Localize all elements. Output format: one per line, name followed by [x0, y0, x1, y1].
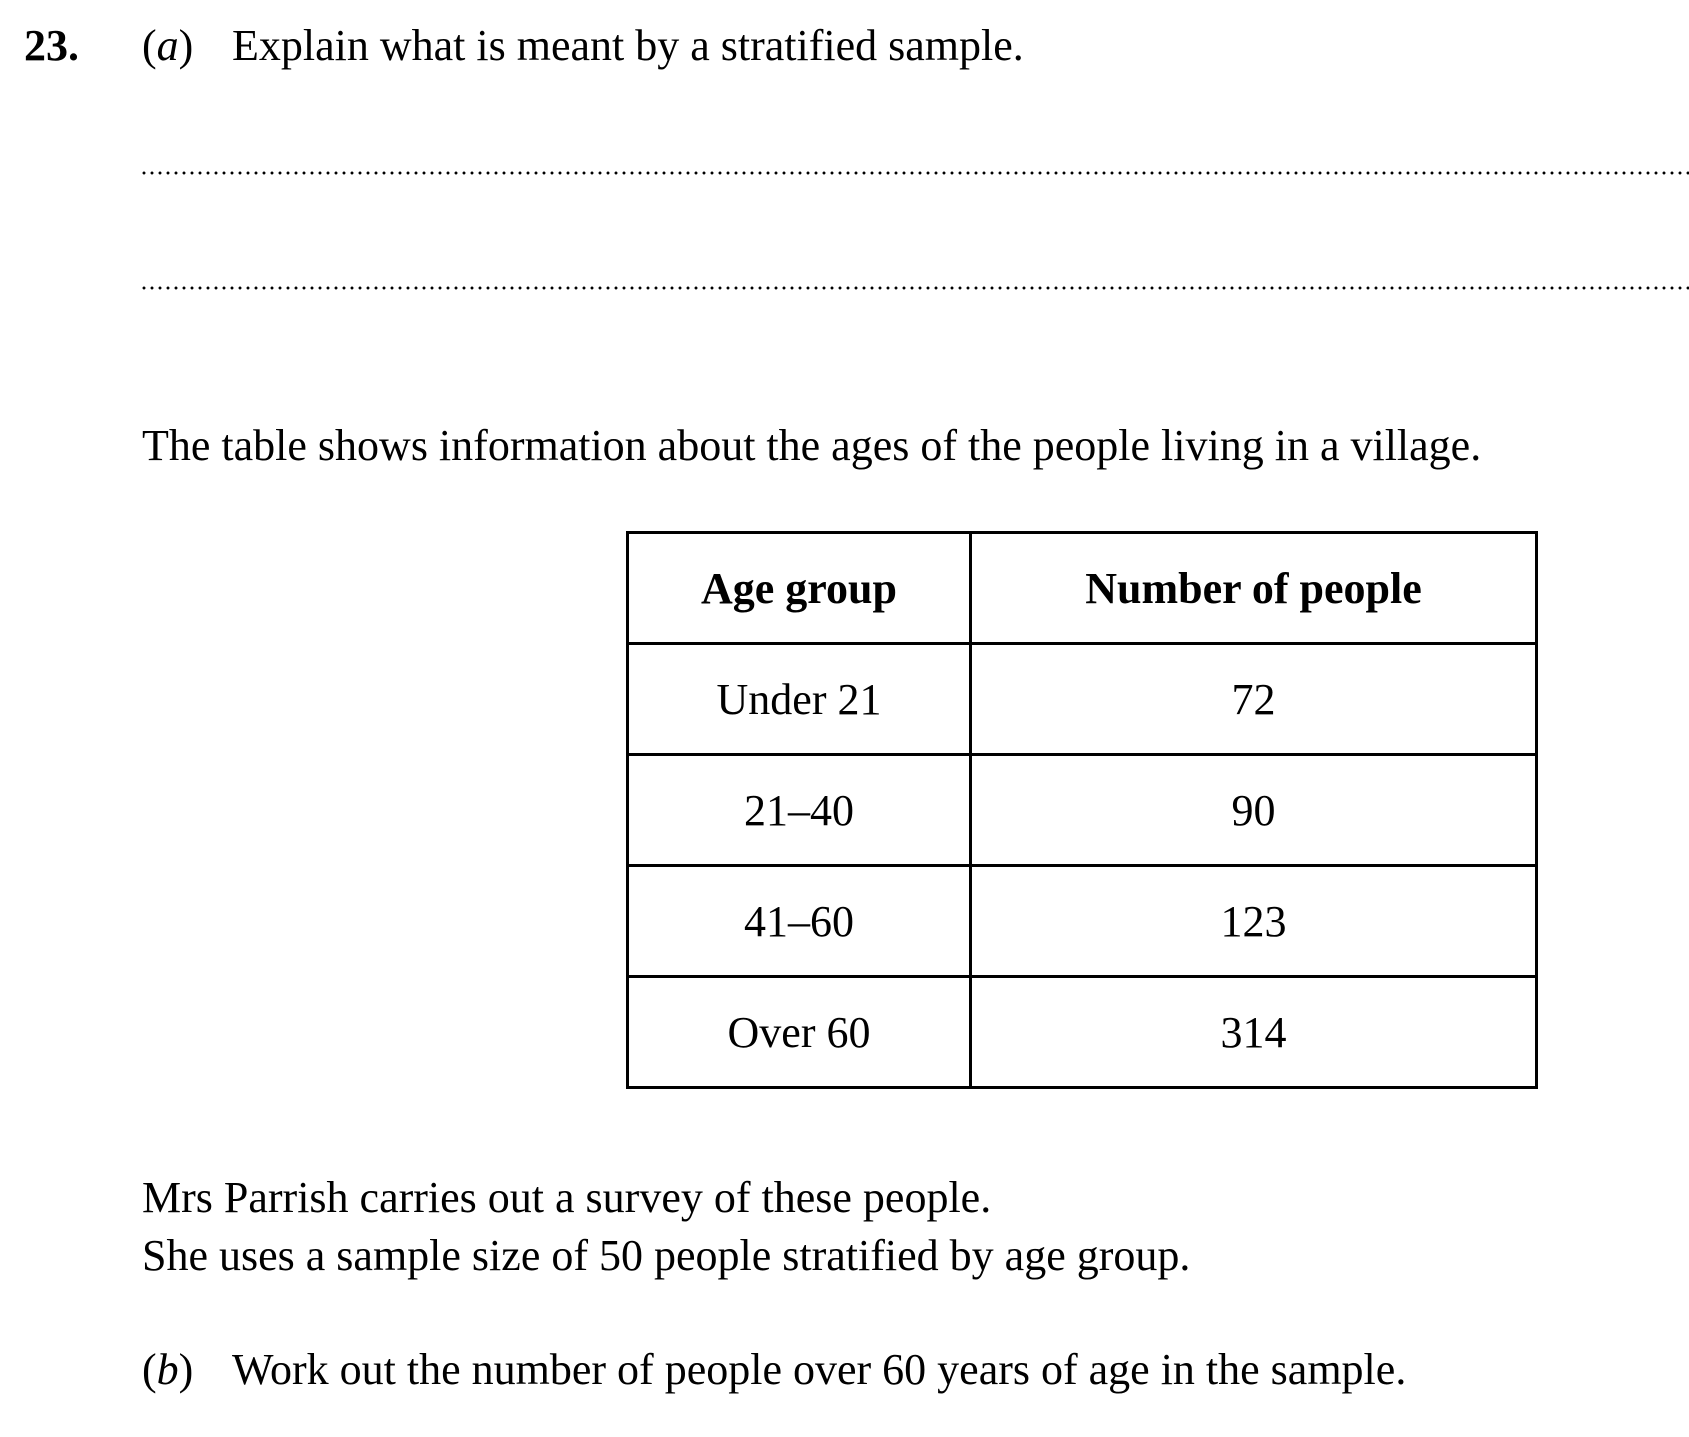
count-cell: 72	[971, 644, 1537, 755]
age-group-cell: Under 21	[628, 644, 971, 755]
survey-text-line-2: She uses a sample size of 50 people stratified by age group.	[142, 1231, 1191, 1280]
question-number: 23.	[24, 21, 79, 70]
count-cell: 123	[971, 866, 1537, 977]
count-cell: 314	[971, 977, 1537, 1088]
table-header-row	[628, 533, 1537, 644]
survey-text-line-1: Mrs Parrish carries out a survey of these people.	[142, 1173, 992, 1222]
part-b-label: (b)	[142, 1345, 194, 1394]
age-group-table	[626, 531, 1538, 1089]
part-a-question: Explain what is meant by a stratified sample.	[232, 21, 1024, 70]
table-intro-text: The table shows information about the ages of the people living in a village.	[142, 421, 1482, 470]
table-row	[628, 644, 1537, 755]
age-group-cell: 41–60	[628, 866, 971, 977]
table-row	[628, 755, 1537, 866]
answer-line-2[interactable]	[140, 285, 1689, 291]
part-b-question: Work out the number of people over 60 years of age in the sample.	[232, 1345, 1407, 1394]
answer-line-1[interactable]	[140, 170, 1689, 176]
age-group-cell: Over 60	[628, 977, 971, 1088]
part-a-letter: a	[156, 21, 179, 70]
table-row	[628, 977, 1537, 1088]
part-a-label: (a)	[142, 21, 194, 70]
count-cell: 90	[971, 755, 1537, 866]
part-b-letter: b	[156, 1345, 179, 1394]
age-group-cell: 21–40	[628, 755, 971, 866]
header-number-of-people: Number of people	[971, 533, 1537, 644]
header-age-group: Age group	[628, 533, 971, 644]
table-row	[628, 866, 1537, 977]
